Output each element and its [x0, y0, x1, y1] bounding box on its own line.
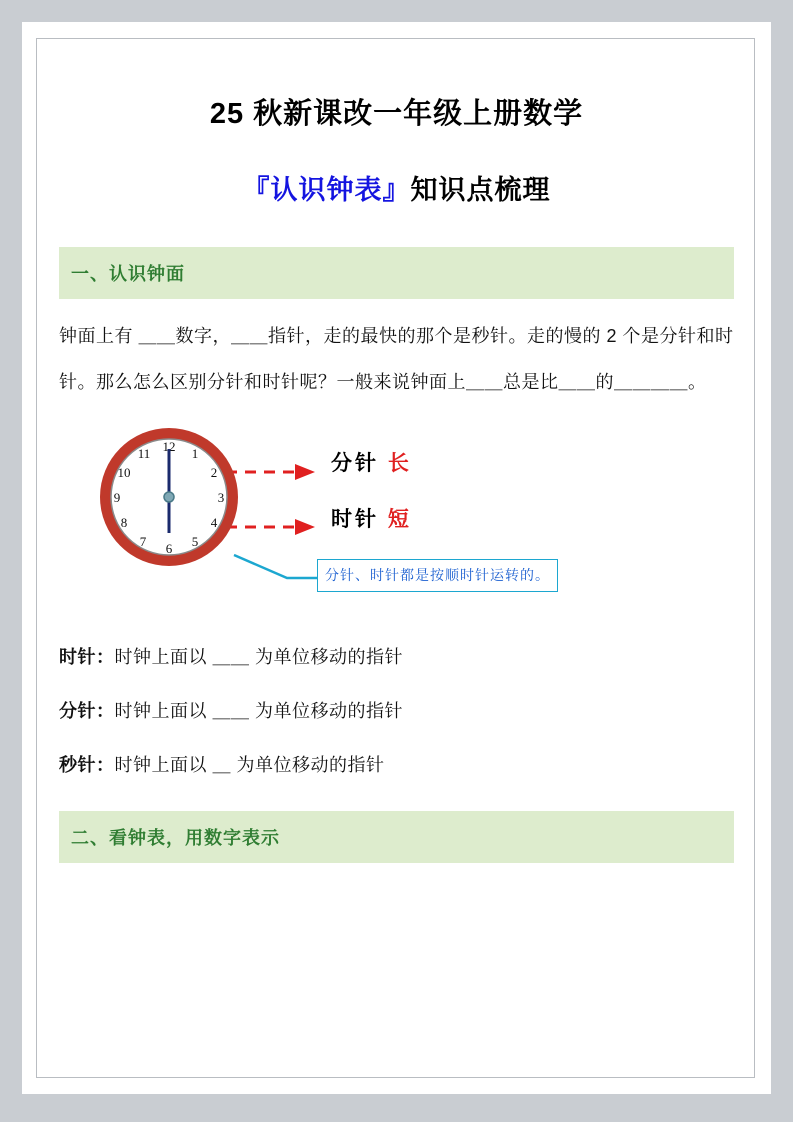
definition-hour-term: 时针：: [59, 647, 115, 667]
definition-second-term: 秒针：: [59, 755, 115, 775]
clock-number-4: 4: [210, 515, 218, 530]
minute-hand-label-text: 分针: [331, 452, 379, 475]
clock-number-12: 12: [162, 439, 176, 454]
definition-minute-text: 时钟上面以 ＿＿ 为单位移动的指针: [114, 701, 404, 721]
page-title-line1: 25 秋新课改一年级上册数学: [209, 98, 584, 130]
clock-number-5: 5: [191, 534, 199, 549]
definition-second-text: 时钟上面以 ＿ 为单位移动的指针: [114, 755, 385, 775]
page-title-highlight: 『认识钟表』: [242, 175, 411, 205]
clock-number-9: 9: [113, 490, 121, 505]
section1-paragraph: 钟面上有 ＿＿数字，＿＿指针，走的最快的那个是秒针。走的慢的 2 个是分针和时针。那么怎么区别分针和时针呢？一般来说钟面上＿＿总是比＿＿的＿＿＿＿。: [59, 326, 734, 392]
clock-center-pin: [164, 492, 174, 502]
hour-hand-label-text: 时针: [331, 508, 379, 531]
definition-minute: [59, 697, 734, 723]
hour-hand-label: [331, 503, 412, 533]
section-heading-1: 一、认识钟面: [59, 247, 734, 299]
definition-second: [59, 751, 734, 777]
clock-number-10: 10: [117, 465, 131, 480]
page-title-line2: [59, 168, 734, 207]
clock-number-3: 3: [217, 490, 225, 505]
clock-illustration: [59, 415, 734, 615]
clock-callout-note: 分针、时针都是按顺时针运转的。: [317, 559, 558, 592]
analog-clock: [89, 415, 249, 585]
clock-number-2: 2: [210, 465, 218, 480]
sheet-outer: [22, 22, 771, 1094]
hour-hand-value: 短: [387, 508, 412, 531]
section-heading-2: 二、看钟表，用数字表示: [59, 811, 734, 863]
definition-hour: [59, 643, 734, 669]
clock-number-1: 1: [191, 446, 199, 461]
definition-minute-term: 分针：: [59, 701, 115, 721]
definition-hour-text: 时钟上面以 ＿＿ 为单位移动的指针: [114, 647, 404, 667]
clock-number-6: 6: [165, 541, 173, 556]
definition-list: [59, 643, 734, 777]
minute-hand-value: 长: [387, 452, 412, 475]
clock-number-8: 8: [120, 515, 128, 530]
sheet-inner: [36, 38, 755, 1078]
clock-number-11: 11: [137, 446, 151, 461]
document-content: [59, 59, 734, 863]
minute-hand-label: [331, 447, 412, 477]
page-title-rest: 知识点梳理: [410, 175, 551, 205]
clock-number-7: 7: [139, 534, 147, 549]
